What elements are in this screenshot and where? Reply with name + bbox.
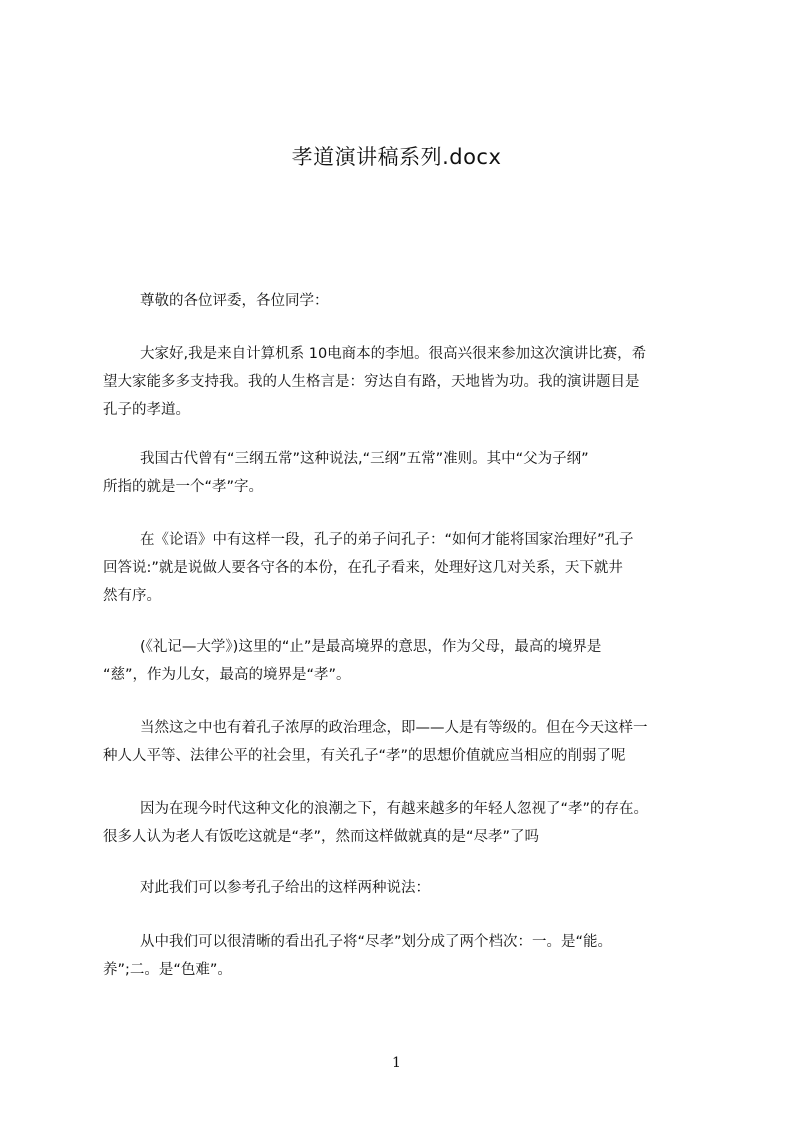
paragraph-line: 我国古代曾有“三纲五常”这种说法,“三纲”五常”准则。其中“父为子纲” (140, 451, 589, 467)
paragraph-line: 回答说:”就是说做人要各守各的本份，在孔子看来，处理好这几对关系，天下就井 (103, 560, 623, 576)
paragraph-line: 对此我们可以参考孔子给出的这样两种说法： (140, 880, 430, 896)
paragraph-line: 因为在现今时代这种文化的浪潮之下，有越来越多的年轻人忽视了“孝”的存在。 (140, 801, 649, 817)
paragraph-analects (103, 526, 708, 610)
paragraph-line: 种人人平等、法律公平的社会里，有关孔子“孝”的思想价值就应当相应的削弱了呢 (103, 748, 626, 764)
paragraph-line: 所指的就是一个“孝”字。 (103, 479, 264, 495)
paragraph-three-bonds (103, 445, 708, 501)
paragraph-conclusion (103, 928, 708, 984)
paragraph-line: 大家好,我是来自计算机系 10电商本的李旭。很高兴很来参加这次演讲比赛，希 (140, 346, 647, 362)
paragraph-line: 望大家能多多支持我。我的人生格言是：穷达自有路，天地皆为功。我的演讲题目是 (103, 374, 640, 390)
paragraph-salutation (103, 287, 708, 315)
paragraph-line: 从中我们可以很清晰的看出孔子将“尽孝”划分成了两个档次：一。是“能。 (140, 934, 613, 950)
paragraph-line: 孔子的孝道。 (103, 402, 190, 418)
paragraph-political (103, 714, 708, 770)
paragraph-line: 养”;二。是“色难”。 (103, 962, 232, 978)
page-number: 1 (392, 1055, 401, 1071)
paragraph-line: 然有序。 (103, 588, 161, 604)
paragraph-line: 当然这之中也有着孔子浓厚的政治理念，即——人是有等级的。但在今天这样一 (140, 720, 648, 736)
paragraph-great-learning (103, 633, 708, 689)
paragraph-line: (《礼记—大学》)这里的“止”是最高境界的意思，作为父母，最高的境界是 (140, 639, 602, 655)
paragraph-line: 在《论语》中有这样一段，孔子的弟子问孔子：“如何才能将国家治理好”孔子 (140, 532, 634, 548)
paragraph-intro (103, 340, 708, 424)
paragraph-line: 尊敬的各位评委，各位同学： (140, 293, 329, 309)
document-title: 孝道演讲稿系列.docx (291, 145, 502, 169)
paragraph-modern (103, 795, 708, 851)
paragraph-line: 很多人认为老人有饭吃这就是“孝”，然而这样做就真的是“尽孝”了吗 (103, 829, 540, 845)
paragraph-reference (103, 874, 708, 902)
paragraph-line: “慈”，作为儿女，最高的境界是“孝”。 (103, 667, 351, 683)
